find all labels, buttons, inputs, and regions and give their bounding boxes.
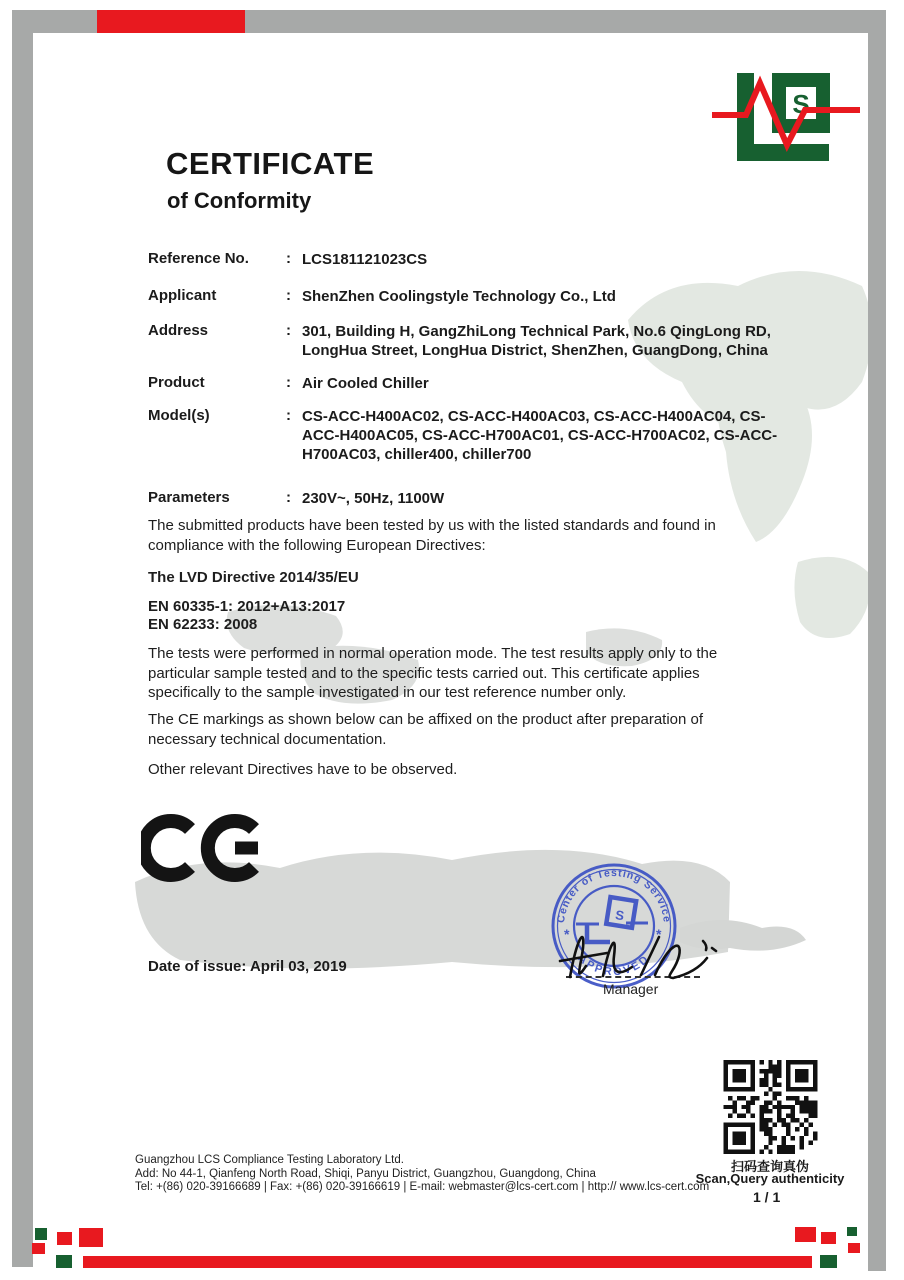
field-value: 301, Building H, GangZhiLong Technical Park, No.6 QingLong RD, LongHua Street, LongHua District, ShenZhen, GuangDong, China bbox=[302, 323, 771, 359]
field-row-models bbox=[148, 407, 802, 464]
field-row-applicant bbox=[148, 287, 802, 306]
corner-square-red bbox=[795, 1227, 816, 1242]
page-indicator: 1 / 1 bbox=[753, 1189, 781, 1205]
footer-company: Guangzhou LCS Compliance Testing Laboratory Ltd. bbox=[135, 1154, 404, 1166]
field-value: ShenZhen Coolingstyle Technology Co., Ltd bbox=[302, 288, 616, 305]
footer-contact: Tel: +(86) 020-39166689 | Fax: +(86) 020-39166619 | E-mail: webmaster@lcs-cert.com | http:// www.lcs-cert.com bbox=[135, 1181, 710, 1193]
frame-right-bar bbox=[868, 10, 886, 1271]
field-label: Address bbox=[148, 322, 209, 339]
field-label: Applicant bbox=[148, 287, 217, 304]
field-value: 230V~, 50Hz, 1100W bbox=[302, 490, 445, 507]
field-colon: : bbox=[286, 287, 291, 304]
statement-intro: The submitted products have been tested by us with the listed standards and found in compliance with the following European Directives: bbox=[148, 517, 716, 554]
field-value: CS-ACC-H400AC02, CS-ACC-H400AC03, CS-ACC-H400AC04, CS-ACC-H400AC05, CS-ACC-H700AC01, CS-ACC-H700AC02, CS-ACC-H700AC03, chiller400, chiller700 bbox=[302, 408, 778, 463]
field-label: Reference No. bbox=[148, 250, 249, 267]
qr-caption-english: Scan,Query authenticity bbox=[695, 1171, 845, 1186]
stamp-star-left: * bbox=[564, 926, 570, 942]
statement-other-directives: Other relevant Directives have to be observed. bbox=[148, 761, 458, 778]
field-row-reference bbox=[148, 250, 802, 269]
lcs-logo-letter: S bbox=[792, 89, 810, 119]
corner-square-red bbox=[821, 1232, 836, 1244]
corner-square-red bbox=[848, 1243, 860, 1253]
signer-role: Manager bbox=[603, 981, 659, 997]
certificate-title: CERTIFICATE bbox=[166, 146, 375, 181]
field-colon: : bbox=[286, 322, 291, 339]
statement-standard: EN 60335-1: 2012+A13:2017 bbox=[148, 598, 346, 615]
field-row-address bbox=[148, 322, 802, 360]
frame-bottom-red-bar bbox=[83, 1256, 812, 1268]
frame-left-bar bbox=[12, 10, 33, 1267]
footer-address: Add: No 44-1, Qianfeng North Road, Shiqi, Panyu District, Guangzhou, Guangdong, China bbox=[135, 1167, 596, 1180]
date-of-issue: Date of issue: April 03, 2019 bbox=[148, 958, 347, 975]
field-colon: : bbox=[286, 489, 291, 506]
field-colon: : bbox=[286, 407, 291, 424]
frame-top-red-segment bbox=[97, 10, 245, 33]
statement-ce-markings: The CE markings as shown below can be affixed on the product after preparation of necessary technical documentation. bbox=[148, 711, 704, 748]
field-value: LCS181121023CS bbox=[302, 251, 428, 268]
stamp-logo-letter: S bbox=[614, 907, 626, 924]
stamp-arc-top-text: Center of Testing Service bbox=[554, 867, 673, 924]
stamp-arc-bottom-text: APPROVED bbox=[575, 952, 653, 979]
corner-square-red bbox=[57, 1232, 72, 1245]
field-label: Parameters bbox=[148, 489, 230, 506]
field-row-product bbox=[148, 374, 802, 393]
corner-square-red bbox=[79, 1228, 103, 1247]
lcs-logo bbox=[712, 63, 862, 168]
corner-square-green bbox=[56, 1255, 72, 1268]
statement-directive: The LVD Directive 2014/35/EU bbox=[148, 569, 359, 586]
corner-square-green bbox=[820, 1255, 837, 1268]
corner-square-red bbox=[32, 1243, 45, 1254]
field-row-parameters bbox=[148, 489, 802, 508]
corner-square-green bbox=[847, 1227, 857, 1236]
statement-standard: EN 62233: 2008 bbox=[148, 616, 258, 633]
field-colon: : bbox=[286, 250, 291, 267]
qr-code bbox=[722, 1060, 819, 1154]
stamp-star-right: * bbox=[656, 926, 662, 942]
ce-mark bbox=[141, 810, 303, 888]
field-value: Air Cooled Chiller bbox=[302, 375, 429, 392]
statement-tests: The tests were performed in normal operation mode. The test results apply only to the particular sample tested and to the specific tests carried out. This certificate applies specifically to the sample investigated in our test reference number only. bbox=[148, 645, 718, 701]
corner-square-green bbox=[35, 1228, 47, 1240]
field-colon: : bbox=[286, 374, 291, 391]
field-label: Model(s) bbox=[148, 407, 210, 424]
field-label: Product bbox=[148, 374, 205, 391]
qr-caption-chinese: 扫码查询真伪 bbox=[730, 1159, 809, 1174]
certificate-subtitle: of Conformity bbox=[167, 188, 312, 213]
